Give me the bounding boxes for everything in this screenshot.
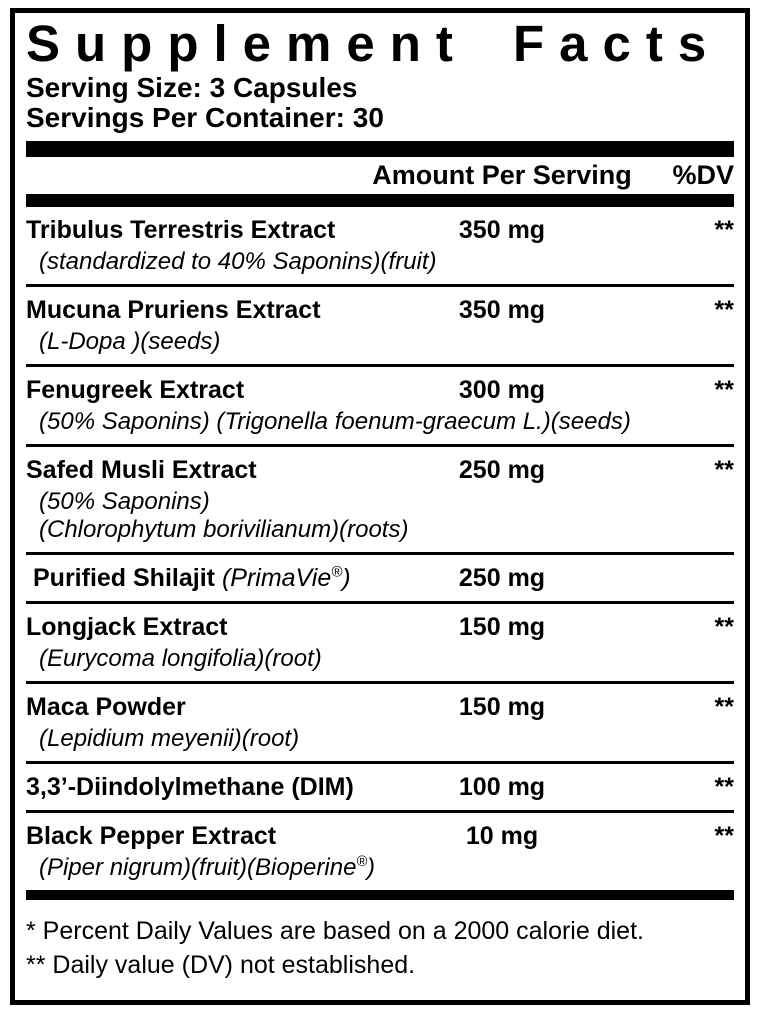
ingredient-dv: ** bbox=[714, 215, 734, 244]
ingredient-amount: 100 mg bbox=[458, 772, 546, 801]
ingredient-name: Black Pepper Extract bbox=[26, 821, 277, 850]
servings-per-container: Servings Per Container: 30 bbox=[26, 101, 384, 133]
ingredient-detail: (Piper nigrum)(fruit)(Bioperine®) bbox=[39, 853, 376, 881]
ingredient-name: Maca Powder bbox=[26, 692, 186, 721]
ingredient-name: Mucuna Pruriens Extract bbox=[26, 295, 321, 324]
ingredient-dv: ** bbox=[714, 455, 734, 484]
ingredient-detail: (50% Saponins) bbox=[39, 487, 210, 515]
ingredient-row bbox=[26, 764, 734, 813]
ingredient-dv: ** bbox=[714, 772, 734, 801]
ingredient-row bbox=[26, 287, 734, 367]
ingredient-row bbox=[26, 604, 734, 684]
ingredient-name: 3,3’-Diindolylmethane (DIM) bbox=[26, 772, 354, 801]
ingredient-row bbox=[26, 447, 734, 555]
ingredient-amount: 150 mg bbox=[458, 612, 546, 641]
ingredient-amount: 250 mg bbox=[458, 563, 546, 592]
ingredient-amount: 150 mg bbox=[458, 692, 546, 721]
ingredient-row bbox=[26, 555, 734, 604]
ingredient-dv: ** bbox=[714, 821, 734, 850]
footnote-dv-not-established: ** Daily value (DV) not established. bbox=[26, 950, 416, 979]
ingredient-amount: 350 mg bbox=[458, 295, 546, 324]
ingredient-dv: ** bbox=[714, 612, 734, 641]
ingredient-name: Longjack Extract bbox=[26, 612, 228, 641]
ingredient-detail: (Eurycoma longifolia)(root) bbox=[39, 644, 322, 672]
ingredient-row bbox=[26, 684, 734, 764]
footnote-dv-basis: * Percent Daily Values are based on a 2000 calorie diet. bbox=[26, 916, 644, 945]
ingredient-amount: 250 mg bbox=[458, 455, 546, 484]
thick-divider-header bbox=[26, 194, 734, 207]
ingredient-detail: (L-Dopa )(seeds) bbox=[39, 327, 221, 355]
ingredient-amount: 10 mg bbox=[465, 821, 539, 850]
facts-title: Supplement Facts bbox=[26, 15, 722, 72]
ingredient-dv: ** bbox=[714, 692, 734, 721]
column-header-dv: %DV bbox=[672, 159, 734, 190]
ingredient-detail: (Lepidium meyenii)(root) bbox=[39, 724, 300, 752]
ingredient-name: Tribulus Terrestris Extract bbox=[26, 215, 336, 244]
ingredient-name: Safed Musli Extract bbox=[26, 455, 257, 484]
ingredient-detail: (standardized to 40% Saponins)(fruit) bbox=[39, 247, 437, 275]
thick-divider-bottom bbox=[26, 890, 734, 900]
ingredient-name: Fenugreek Extract bbox=[26, 375, 245, 404]
serving-size: Serving Size: 3 Capsules bbox=[26, 71, 358, 103]
ingredient-row bbox=[26, 207, 734, 287]
supplement-facts-panel bbox=[10, 8, 750, 1005]
ingredient-detail: (50% Saponins) (Trigonella foenum-graecum L.)(seeds) bbox=[39, 407, 631, 435]
ingredient-row bbox=[26, 367, 734, 447]
ingredient-dv: ** bbox=[714, 375, 734, 404]
column-header-amount: Amount Per Serving bbox=[372, 159, 632, 190]
ingredient-detail: (Chlorophytum borivilianum)(roots) bbox=[39, 515, 409, 543]
ingredient-amount: 350 mg bbox=[458, 215, 546, 244]
ingredient-name-main: Purified Shilajit bbox=[33, 563, 215, 592]
ingredient-name bbox=[26, 564, 402, 593]
ingredient-row bbox=[26, 813, 734, 890]
footnotes bbox=[26, 900, 734, 982]
ingredient-name-note: (PrimaVie®) bbox=[221, 563, 351, 592]
column-header-row bbox=[26, 157, 734, 194]
ingredient-amount: 300 mg bbox=[458, 375, 546, 404]
thick-divider-top bbox=[26, 141, 734, 157]
ingredient-dv: ** bbox=[714, 295, 734, 324]
